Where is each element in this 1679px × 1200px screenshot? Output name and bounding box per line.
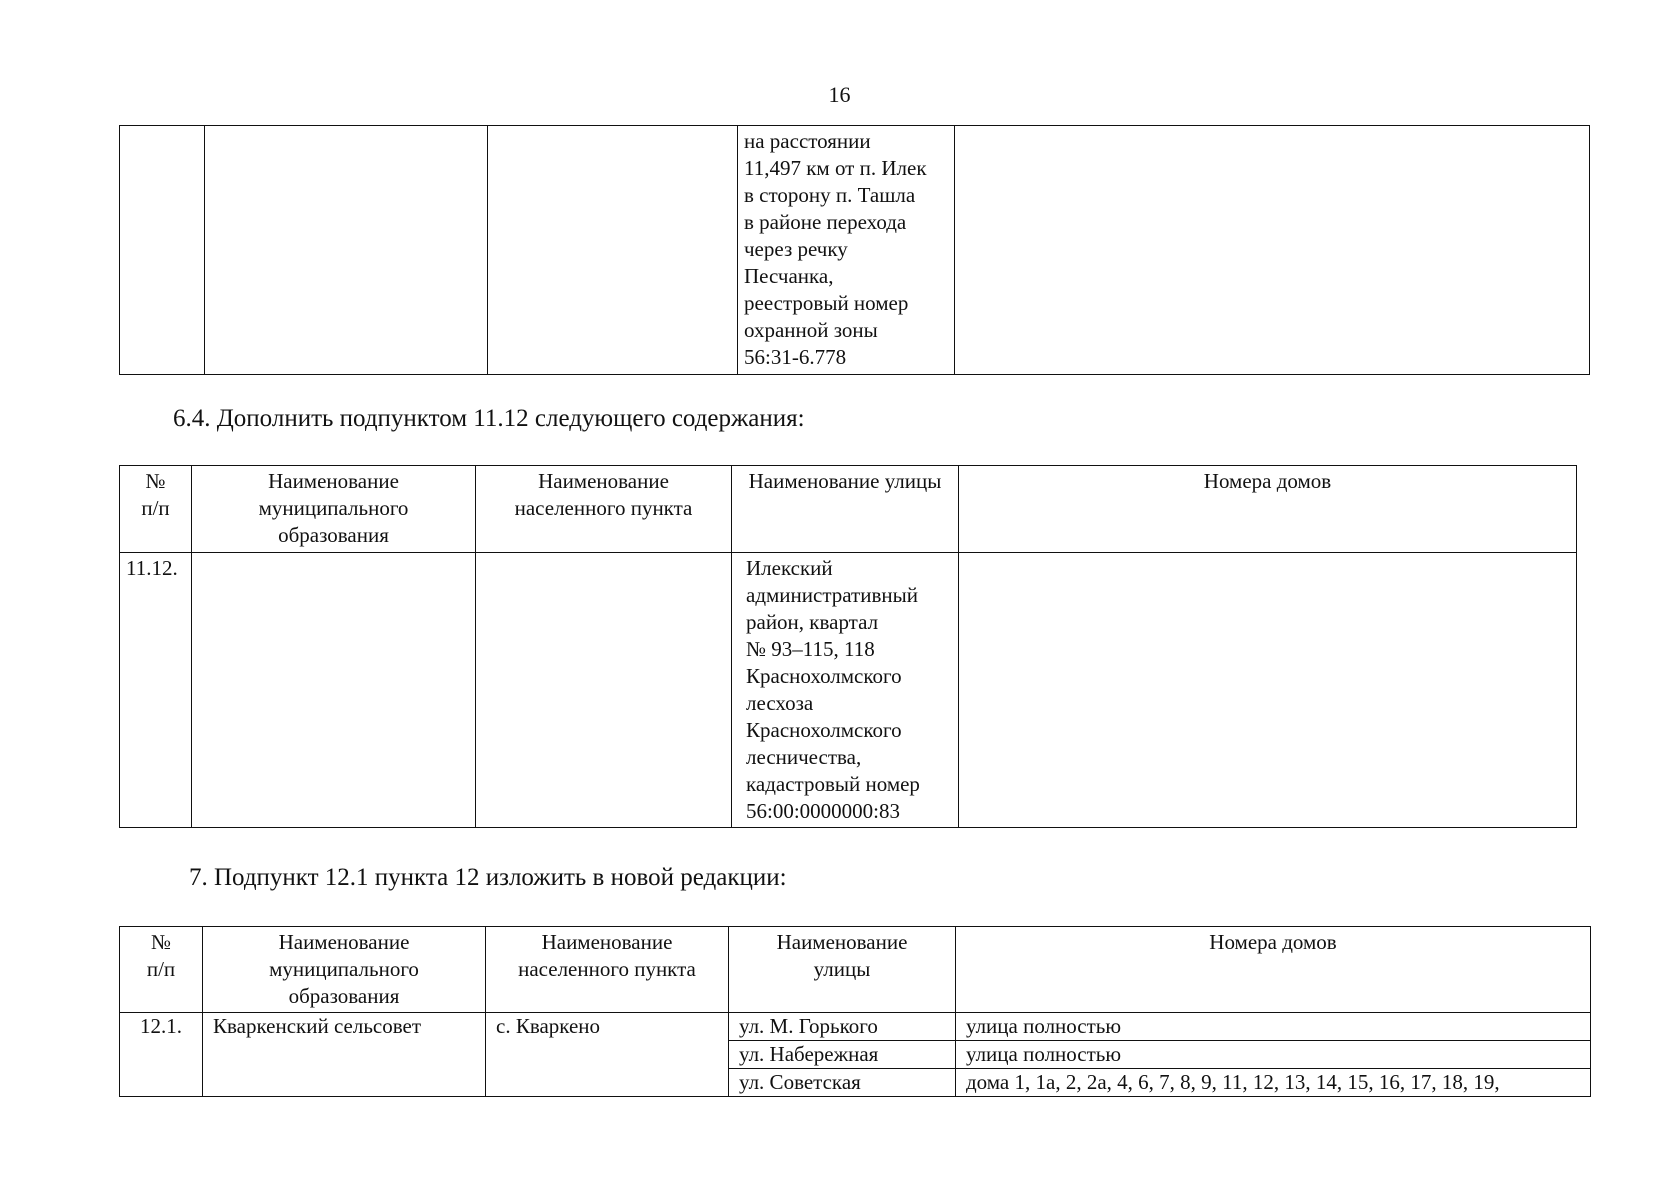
row-houses: улица полностью	[956, 1013, 1591, 1041]
zone-description-cell	[738, 126, 955, 375]
row-settlement: с. Кваркено	[486, 1013, 729, 1097]
text-line: на расстоянии	[744, 129, 871, 153]
header-houses: Номера домов	[956, 927, 1591, 1013]
page-number: 16	[828, 82, 851, 107]
text-line: кадастровый номер	[746, 772, 920, 796]
table-header-row	[120, 927, 1591, 1013]
text-line: Краснохолмского	[746, 718, 902, 742]
header-num	[120, 466, 192, 553]
row-street: ул. Набережная	[729, 1041, 956, 1069]
table-header-row	[120, 466, 1577, 553]
text-line: 56:00:0000000:83	[746, 799, 901, 823]
header-municipality	[192, 466, 476, 553]
table-11-12	[119, 465, 1577, 828]
table-cell	[205, 126, 488, 375]
header-houses: Номера домов	[959, 466, 1577, 553]
text-line: лесничества,	[746, 745, 862, 769]
table-cell	[955, 126, 1590, 375]
row-street: ул. М. Горького	[729, 1013, 956, 1041]
header-num	[120, 927, 203, 1013]
text-line: п/п	[141, 496, 170, 520]
text-line: Песчанка,	[744, 264, 834, 288]
row-settlement	[476, 553, 732, 828]
text-line: населенного пункта	[514, 496, 693, 520]
continuation-table	[119, 125, 1590, 375]
text-line: улицы	[813, 957, 871, 981]
text-line: Наименование	[538, 469, 669, 493]
table-row	[120, 553, 1577, 828]
table-row	[120, 126, 1590, 375]
text-line: Краснохолмского	[746, 664, 902, 688]
header-settlement	[476, 466, 732, 553]
row-num: 11.12.	[120, 553, 192, 828]
header-municipality	[203, 927, 486, 1013]
text-line: муниципального	[269, 957, 419, 981]
text-line: образования	[288, 984, 400, 1008]
text-line: №	[150, 930, 172, 954]
header-street: Наименование улицы	[732, 466, 959, 553]
header-settlement	[486, 927, 729, 1013]
table-12-1	[119, 926, 1591, 1097]
text-line: в сторону п. Ташла	[744, 183, 916, 207]
text-line: через речку	[744, 237, 848, 261]
text-line: административный	[746, 583, 918, 607]
text-line: район, квартал	[746, 610, 879, 634]
row-street	[732, 553, 959, 828]
text-line: №	[145, 469, 166, 493]
text-line: 11,497 км от п. Илек	[744, 156, 927, 180]
text-line: Наименование	[278, 930, 410, 954]
section-6-4-heading: 6.4. Дополнить подпунктом 11.12 следующего содержания:	[173, 405, 805, 432]
row-street: ул. Советская	[729, 1069, 956, 1097]
row-municipality: Кваркенский сельсовет	[203, 1013, 486, 1097]
row-houses: дома 1, 1а, 2, 2а, 4, 6, 7, 8, 9, 11, 12, 13, 14, 15, 16, 17, 18, 19,	[956, 1069, 1591, 1097]
row-municipality	[192, 553, 476, 828]
text-line: реестровый номер	[744, 291, 909, 315]
text-line: 56:31-6.778	[744, 345, 847, 369]
table-cell	[120, 126, 205, 375]
text-line: Наименование	[541, 930, 673, 954]
text-line: № 93–115, 118	[746, 637, 875, 661]
text-line: муниципального	[258, 496, 409, 520]
row-num: 12.1.	[120, 1013, 203, 1097]
text-line: в районе перехода	[744, 210, 907, 234]
row-houses	[959, 553, 1577, 828]
section-7-heading: 7. Подпункт 12.1 пункта 12 изложить в новой редакции:	[189, 864, 787, 891]
text-line: населенного пункта	[518, 957, 696, 981]
text-line: охранной зоны	[744, 318, 878, 342]
table-row	[120, 1013, 1591, 1041]
text-line: образования	[278, 523, 389, 547]
text-line: лесхоза	[746, 691, 814, 715]
text-line: п/п	[146, 957, 176, 981]
row-houses: улица полностью	[956, 1041, 1591, 1069]
text-line: Наименование	[268, 469, 399, 493]
text-line: Илекский	[746, 556, 833, 580]
text-line: Наименование	[776, 930, 908, 954]
table-cell	[488, 126, 738, 375]
header-street	[729, 927, 956, 1013]
